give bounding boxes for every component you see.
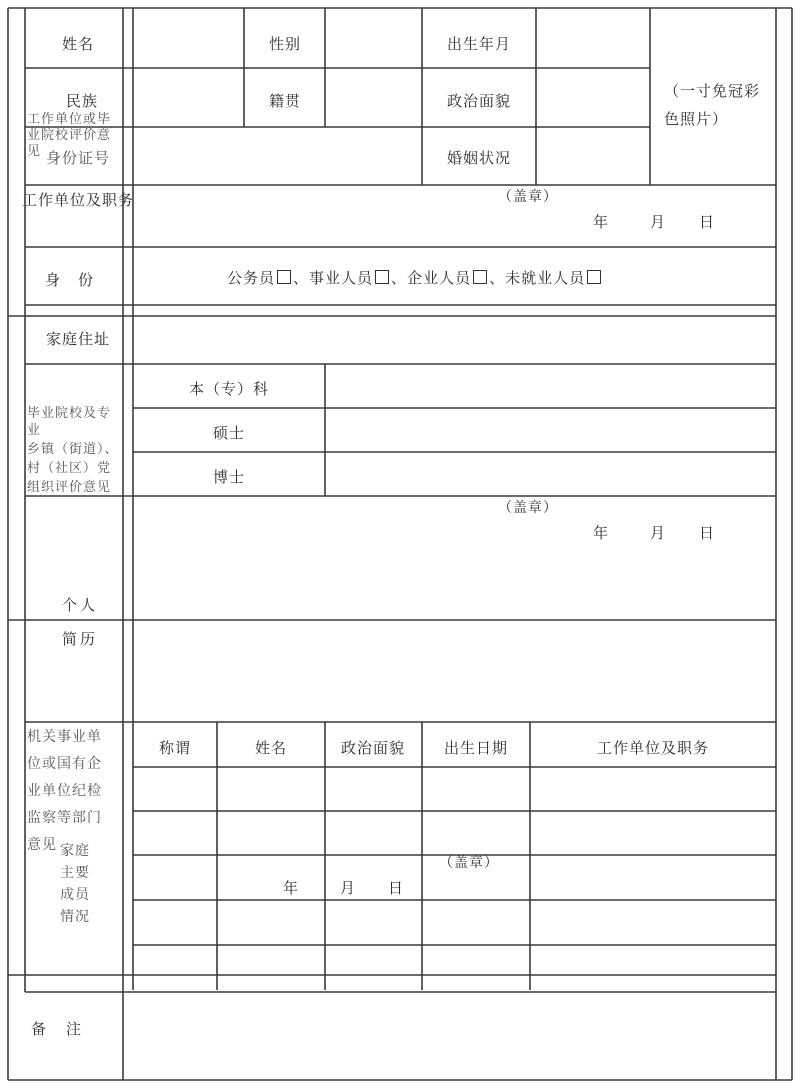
institution-staff-checkbox[interactable] [375,270,389,284]
institution-staff-label: 事业人员 [309,269,374,287]
unemployed-label: 未就业人员 [505,269,586,287]
home-address-label: 家庭住址 [45,330,111,348]
graduation-label: 毕业院校及专业 [27,406,112,438]
civil-servant-label: 公务员 [227,269,276,287]
family-members-label: 家庭主要成员情况 [60,843,90,925]
separator: 、 [489,269,506,287]
enterprise-staff-label: 企业人员 [407,269,472,287]
birth-label: 出生年月 [446,35,512,53]
separator: 、 [391,269,408,287]
seal-label-1: （盖章） [498,189,558,205]
date-month-1: 月 [650,213,667,231]
separator: 、 [293,269,310,287]
seal-label-2: （盖章） [498,500,558,516]
resume-label: 个人简历 [62,596,99,648]
photo-note: （一寸免冠彩色照片） [664,82,761,128]
family-header-political: 政治面貌 [340,739,406,757]
education-master: 硕士 [212,424,246,442]
date-month-3: 月 [340,879,357,897]
native-place-label: 籍贯 [268,92,302,110]
date-month-2: 月 [650,524,667,542]
unemployed-checkbox[interactable] [587,270,601,284]
work-unit-position-label-top: 工作单位及职务 [21,191,135,209]
identity-options [227,270,603,287]
date-year-3: 年 [283,879,300,897]
date-day-3: 日 [388,879,405,897]
enterprise-staff-checkbox[interactable] [473,270,487,284]
ethnicity-label: 民族 [65,92,99,110]
education-bachelor: 本（专）科 [188,380,270,398]
work-unit-school-eval-label: 工作单位或毕业院校评价意见 [27,112,112,159]
date-day-2: 日 [699,524,716,542]
name-label: 姓名 [61,35,95,53]
date-day-1: 日 [699,213,716,231]
town-party-eval-label: 乡镇（街道）、村（社区）党组织评价意见 [27,442,119,495]
id-number-label: 身份证号 [45,149,111,167]
date-year-1: 年 [593,213,610,231]
political-status-label: 政治面貌 [446,92,512,110]
family-header-unit: 工作单位及职务 [596,739,710,757]
education-doctor: 博士 [212,468,246,486]
inspection-dept-label: 机关事业单位或国有企业单位纪检监察等部门意见 [27,729,102,853]
date-year-2: 年 [593,524,610,542]
family-header-name: 姓名 [254,739,288,757]
family-header-birth: 出生日期 [443,739,509,757]
civil-servant-checkbox[interactable] [277,270,291,284]
gender-label: 性别 [268,35,302,53]
seal-label-3: （盖章） [439,855,499,871]
identity-label: 身份 [44,271,112,289]
family-header-relation: 称谓 [158,739,192,757]
remarks-label: 备注 [30,1020,102,1038]
marital-status-label: 婚姻状况 [446,149,512,167]
